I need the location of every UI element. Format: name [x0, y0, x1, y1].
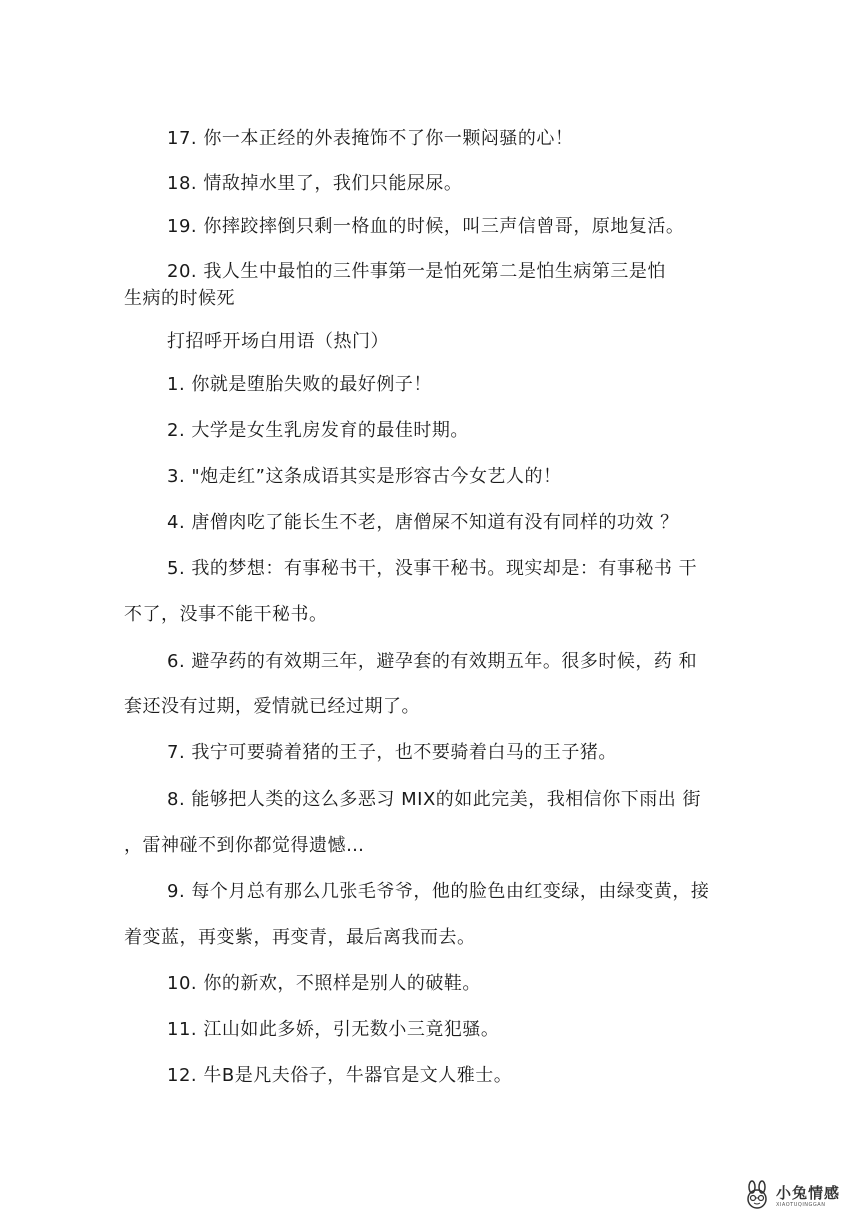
- text-line: 11. 江山如此多娇，引无数小三竟犯骚。: [167, 1019, 500, 1040]
- text-line: 不了，没事不能干秘书。: [124, 604, 328, 625]
- text-line: ，雷神碰不到你都觉得遗憾…: [124, 835, 365, 856]
- text-line: 6. 避孕药的有效期三年，避孕套的有效期五年。很多时候，药 和: [167, 651, 698, 672]
- text-line: 5. 我的梦想：有事秘书干，没事干秘书。现实却是：有事秘书 干: [167, 558, 698, 579]
- text-line: 套还没有过期，爱情就已经过期了。: [124, 696, 420, 717]
- watermark-sub: XIAOTUQINGGAN: [776, 1202, 826, 1208]
- text-line: 着变蓝，再变紫，再变青，最后离我而去。: [124, 927, 476, 948]
- text-line: 20. 我人生中最怕的三件事第一是怕死第二是怕生病第三是怕: [167, 261, 666, 282]
- watermark: [742, 1180, 854, 1214]
- text-line: 7. 我宁可要骑着猪的王子，也不要骑着白马的王子猪。: [167, 742, 617, 763]
- text-line: 9. 每个月总有那么几张毛爷爷，他的脸色由红变绿，由绿变黄，接: [167, 881, 710, 902]
- text-line: 18. 情敌掉水里了，我们只能尿尿。: [167, 173, 463, 194]
- section-heading: 打招呼开场白用语（热门）: [167, 331, 389, 352]
- text-line: 1. 你就是堕胎失败的最好例子！: [167, 374, 432, 395]
- text-line: 3. "炮走红”这条成语其实是形容古今女艺人的！: [167, 466, 562, 487]
- text-line: 2. 大学是女生乳房发育的最佳时期。: [167, 420, 469, 441]
- text-line: 19. 你摔跤摔倒只剩一格血的时候，叫三声信曾哥，原地复活。: [167, 216, 685, 237]
- text-line: 10. 你的新欢，不照样是别人的破鞋。: [167, 973, 481, 994]
- text-line: 17. 你一本正经的外表掩饰不了你一颗闷骚的心！: [167, 128, 574, 149]
- text-line: 4. 唐僧肉吃了能长生不老，唐僧屎不知道有没有同样的功效 ？: [167, 512, 679, 533]
- watermark-name: 小兔情感: [776, 1184, 841, 1202]
- rabbit-logo-icon: [742, 1180, 774, 1210]
- text-line: 12. 牛B是凡夫俗子，牛器官是文人雅士。: [167, 1065, 513, 1086]
- text-line: 生病的时候死: [124, 288, 235, 309]
- text-line: 8. 能够把人类的这么多恶习 MIX的如此完美，我相信你下雨出 街: [167, 789, 702, 810]
